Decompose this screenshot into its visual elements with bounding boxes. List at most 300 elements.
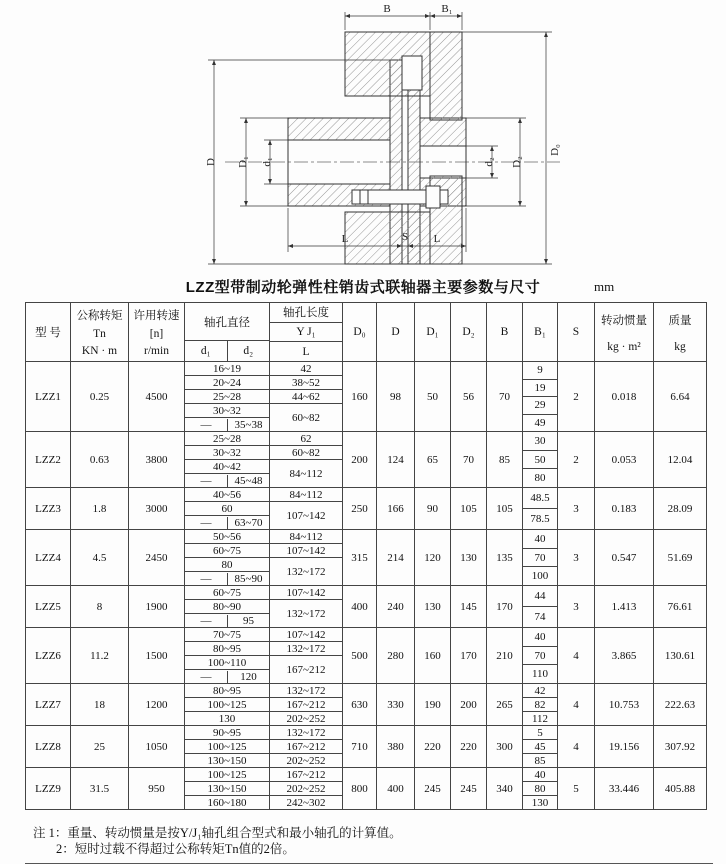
col-header-s: S xyxy=(557,303,594,361)
d1-cell: 90 xyxy=(414,488,450,529)
bore-length-cell: 84~112 xyxy=(269,488,342,501)
b1-cell: 48.5 xyxy=(530,492,550,504)
d2-cell: 56 xyxy=(450,362,486,431)
bore-dia-row: 30~32 xyxy=(213,446,241,459)
b-cell: 105 xyxy=(486,488,522,529)
b1-cell: 19 xyxy=(523,379,557,397)
col-header-d: D xyxy=(376,303,414,361)
b-cell: 170 xyxy=(486,586,522,627)
d-cell: 240 xyxy=(376,586,414,627)
d2-cell: 105 xyxy=(450,488,486,529)
bore-entry xyxy=(185,375,342,389)
s-cell: 2 xyxy=(557,432,594,487)
dim-label-d: D xyxy=(205,158,217,166)
d1-cell: 50 xyxy=(414,362,450,431)
bore-length-cell: 107~142 xyxy=(269,502,342,529)
table-row-LZZ9 xyxy=(26,767,706,809)
bore-dia-row: 16~19 xyxy=(213,362,241,375)
dim-label-b: B xyxy=(383,3,391,15)
bore-entry xyxy=(185,586,342,599)
yj-label: Y J₁ xyxy=(270,322,342,342)
d2-cell: 245 xyxy=(450,768,486,809)
d0-cell: 800 xyxy=(342,768,376,809)
bore-entry xyxy=(185,711,342,725)
d2-cell: 220 xyxy=(450,726,486,767)
mass-cell: 6.64 xyxy=(653,362,706,431)
bore-dia-col xyxy=(185,796,269,809)
d1-cell: 120 xyxy=(414,530,450,585)
mass-cell: 405.88 xyxy=(653,768,706,809)
s-cell: 3 xyxy=(557,488,594,529)
b1-cell: 50 xyxy=(523,450,557,469)
model-cell: LZZ8 xyxy=(35,740,61,753)
bore-dia-label: 轴孔直径 xyxy=(204,316,250,329)
dim-label-s: S xyxy=(401,231,409,243)
note-line-1: 注 1：重量、转动惯量是按Y/J₁轴孔组合型式和最小轴孔的计算值。 xyxy=(33,826,402,840)
bore-block xyxy=(184,432,342,487)
inertia-header-line: 转动惯量 xyxy=(601,314,647,327)
d2-cell: 170 xyxy=(450,628,486,683)
bore-dia-row: 100~125 xyxy=(207,740,247,753)
bore-length-cell: 167~212 xyxy=(269,740,342,753)
bore-block xyxy=(184,362,342,431)
bore-entry xyxy=(185,459,342,487)
col-header-d0: D₀ xyxy=(342,303,376,361)
bore-dia-header xyxy=(185,303,269,361)
s-cell: 3 xyxy=(557,586,594,627)
mass-cell: 28.09 xyxy=(653,488,706,529)
b1-cell: 40 xyxy=(534,768,546,781)
bore-entry xyxy=(185,557,342,585)
parameters-table xyxy=(25,302,707,810)
bore-length-cell: 132~172 xyxy=(269,726,342,739)
d0-cell: 630 xyxy=(342,684,376,725)
b-cell: 265 xyxy=(486,684,522,725)
bore-dia-row xyxy=(185,669,269,683)
torque-cell: 18 xyxy=(70,684,128,725)
bore-dia-col xyxy=(185,488,269,501)
bore-length-cell: 62 xyxy=(269,432,342,445)
bore-dia-row: 80~95 xyxy=(213,684,241,697)
s-cell: 4 xyxy=(557,628,594,683)
table-row-LZZ8 xyxy=(26,725,706,767)
bore-dia-row: 60~75 xyxy=(213,544,241,557)
model-cell: LZZ9 xyxy=(35,782,61,795)
bore-block xyxy=(184,530,342,585)
bore-dia-row: 80~95 xyxy=(213,642,241,655)
mass-header-line: kg xyxy=(674,340,686,353)
bore-dia-row: 50~56 xyxy=(213,530,241,543)
bore-d2-cell: 63~70 xyxy=(227,517,269,529)
torque-cell: 8 xyxy=(70,586,128,627)
b1-block xyxy=(522,488,557,529)
inertia-cell: 0.018 xyxy=(594,362,653,431)
inertia-cell: 3.865 xyxy=(594,628,653,683)
dim-label-l-left: L xyxy=(341,233,349,245)
bore-entry xyxy=(185,389,342,403)
dim-label-d1-outer: D₁ xyxy=(237,156,249,168)
bore-length-cell: 132~172 xyxy=(269,600,342,627)
model-cell: LZZ4 xyxy=(35,551,61,564)
bore-d1-cell: — xyxy=(200,516,212,529)
speed-header-line: [n] xyxy=(149,327,164,340)
bore-dia-col xyxy=(185,432,269,445)
bore-dia-col xyxy=(185,404,269,431)
brake-drum-lower xyxy=(345,212,430,264)
d-cell: 98 xyxy=(376,362,414,431)
bore-dia-row: 80 xyxy=(221,558,233,571)
b1-cell: 5 xyxy=(537,726,543,739)
bore-dia-row xyxy=(185,571,269,585)
bore-dia-col xyxy=(185,390,269,403)
bore-dia-row: 100~125 xyxy=(207,768,247,781)
bore-length-cell: 167~212 xyxy=(269,698,342,711)
d1-cell: 220 xyxy=(414,726,450,767)
bore-d1-cell: — xyxy=(200,670,212,683)
bore-length-cell: 44~62 xyxy=(269,390,342,403)
b1-block xyxy=(522,586,557,627)
bore-entry xyxy=(185,488,342,501)
b1-cell: 70 xyxy=(523,646,557,665)
b-cell: 135 xyxy=(486,530,522,585)
bore-length-cell: 202~252 xyxy=(269,712,342,725)
b1-block xyxy=(522,628,557,683)
speed-header-line: r/min xyxy=(144,344,169,357)
inertia-cell: 19.156 xyxy=(594,726,653,767)
b1-cell: 80 xyxy=(523,468,557,487)
inertia-cell: 33.446 xyxy=(594,768,653,809)
bore-entry xyxy=(185,530,342,543)
bore-dia-col xyxy=(185,754,269,767)
model-cell: LZZ7 xyxy=(35,698,61,711)
upper-pin-recess xyxy=(402,56,422,90)
bore-entry xyxy=(185,697,342,711)
b-cell: 85 xyxy=(486,432,522,487)
bore-len-label: 轴孔长度 xyxy=(283,307,329,320)
d0-cell: 200 xyxy=(342,432,376,487)
b1-cell: 112 xyxy=(523,711,557,725)
inertia-cell: 0.053 xyxy=(594,432,653,487)
bore-length-cell: 107~142 xyxy=(269,628,342,641)
bore-entry xyxy=(185,628,342,641)
mass-header-line: 质量 xyxy=(668,314,692,327)
bore-entry xyxy=(185,501,342,529)
torque-cell: 1.8 xyxy=(70,488,128,529)
d0-cell: 500 xyxy=(342,628,376,683)
bore-entry xyxy=(185,599,342,627)
bore-d2-cell: 120 xyxy=(227,671,269,683)
speed-cell: 1200 xyxy=(128,684,184,725)
bore-entry xyxy=(185,641,342,655)
bore-dia-col xyxy=(185,446,269,459)
bore-d2-cell: 35~38 xyxy=(227,419,269,431)
unit-label: mm xyxy=(594,279,615,294)
bore-length-cell: 60~82 xyxy=(269,446,342,459)
speed-cell: 3000 xyxy=(128,488,184,529)
bore-entry xyxy=(185,739,342,753)
bore-d1-cell: — xyxy=(200,614,212,627)
d-cell: 166 xyxy=(376,488,414,529)
d1-col-label: d₁ xyxy=(200,345,211,357)
bore-len-header xyxy=(269,303,342,361)
b1-block xyxy=(522,432,557,487)
speed-cell: 3800 xyxy=(128,432,184,487)
bore-length-cell: 132~172 xyxy=(269,558,342,585)
b1-cell: 45 xyxy=(523,739,557,753)
d-cell: 124 xyxy=(376,432,414,487)
col-header-bore xyxy=(184,303,342,361)
right-hub-upper xyxy=(420,118,466,146)
bore-entry xyxy=(185,781,342,795)
model-cell: LZZ2 xyxy=(35,453,61,466)
s-cell: 4 xyxy=(557,726,594,767)
bore-length-cell: 38~52 xyxy=(269,376,342,389)
col-header-inertia xyxy=(594,303,653,361)
b1-cell: 110 xyxy=(523,664,557,683)
bore-entry xyxy=(185,795,342,809)
speed-cell: 950 xyxy=(128,768,184,809)
d-cell: 400 xyxy=(376,768,414,809)
b1-cell: 44 xyxy=(534,590,546,602)
col-header-d1: D₁ xyxy=(414,303,450,361)
b1-cell: 130 xyxy=(523,795,557,809)
bore-d1-cell: — xyxy=(200,474,212,487)
table-row-LZZ5 xyxy=(26,585,706,627)
torque-cell: 0.25 xyxy=(70,362,128,431)
speed-header-line: 许用转速 xyxy=(133,310,180,323)
bore-dia-col xyxy=(185,530,269,543)
bore-length-cell: 132~172 xyxy=(269,642,342,655)
bore-dia-row: 40~42 xyxy=(213,460,241,473)
col-header-speed xyxy=(128,303,184,361)
speed-cell: 2450 xyxy=(128,530,184,585)
bore-dia-col xyxy=(185,698,269,711)
bore-dia-row: 160~180 xyxy=(207,796,247,809)
bore-dia-row: 90~95 xyxy=(213,726,241,739)
model-cell: LZZ5 xyxy=(35,600,61,613)
b-cell: 70 xyxy=(486,362,522,431)
bore-dia-row: 100~110 xyxy=(207,656,247,669)
title-row xyxy=(0,276,726,297)
torque-header-line: 公称转矩 xyxy=(76,310,123,323)
brake-drum-upper-wall xyxy=(430,32,462,120)
bore-block xyxy=(184,586,342,627)
bore-entry xyxy=(185,726,342,739)
dim-label-l-right: L xyxy=(433,233,441,245)
bore-d2-cell: 85~90 xyxy=(227,573,269,585)
bore-length-cell: 107~142 xyxy=(269,544,342,557)
bore-dia-col xyxy=(185,726,269,739)
b-cell: 300 xyxy=(486,726,522,767)
bore-block xyxy=(184,488,342,529)
bore-length-cell: 132~172 xyxy=(269,684,342,697)
model-cell: LZZ1 xyxy=(35,390,61,403)
col-header-d2: D₂ xyxy=(450,303,486,361)
b1-cell: 9 xyxy=(537,364,543,377)
left-hub-upper xyxy=(288,118,390,140)
table-row-LZZ3 xyxy=(26,487,706,529)
bore-dia-col xyxy=(185,558,269,585)
bore-block xyxy=(184,726,342,767)
bore-dia-col xyxy=(185,740,269,753)
b1-cell: 42 xyxy=(534,684,546,697)
b1-cell: 100 xyxy=(523,566,557,585)
d1-cell: 65 xyxy=(414,432,450,487)
inertia-cell: 1.413 xyxy=(594,586,653,627)
torque-cell: 4.5 xyxy=(70,530,128,585)
bore-entry xyxy=(185,403,342,431)
bore-dia-row: 100~125 xyxy=(207,698,247,711)
s-cell: 4 xyxy=(557,684,594,725)
s-cell: 3 xyxy=(557,530,594,585)
dim-label-d0: D₀ xyxy=(549,144,561,156)
bore-dia-col xyxy=(185,460,269,487)
table-row-LZZ6 xyxy=(26,627,706,683)
b1-block xyxy=(522,362,557,431)
bore-dia-row: 60~75 xyxy=(213,586,241,599)
b1-block xyxy=(522,530,557,585)
bore-block xyxy=(184,628,342,683)
bore-dia-row xyxy=(185,473,269,487)
b1-block xyxy=(522,684,557,725)
bore-dia-col xyxy=(185,712,269,725)
bore-dia-row xyxy=(185,417,269,431)
bore-dia-row: 80~90 xyxy=(213,600,241,613)
coupling-technical-drawing xyxy=(0,0,726,272)
bore-d2-cell: 95 xyxy=(227,615,269,627)
table-body xyxy=(26,361,706,809)
d0-cell: 160 xyxy=(342,362,376,431)
bore-dia-col xyxy=(185,782,269,795)
bore-d2-cell: 45~48 xyxy=(227,475,269,487)
bore-dia-row xyxy=(185,515,269,529)
b1-cell: 78.5 xyxy=(523,508,557,529)
d1-cell: 130 xyxy=(414,586,450,627)
b1-cell: 85 xyxy=(523,753,557,767)
coupling-sections xyxy=(288,32,466,264)
bore-dia-row: 25~28 xyxy=(213,432,241,445)
dim-label-d1-bore: d₁ xyxy=(261,157,273,167)
bore-length-cell: 167~212 xyxy=(269,656,342,683)
bore-dia-row: 25~28 xyxy=(213,390,241,403)
bore-dia-col xyxy=(185,642,269,655)
bore-dia-subheader xyxy=(185,340,269,361)
d0-cell: 400 xyxy=(342,586,376,627)
s-cell: 2 xyxy=(557,362,594,431)
d2-cell: 130 xyxy=(450,530,486,585)
bore-length-cell: 84~112 xyxy=(269,460,342,487)
bore-entry xyxy=(185,768,342,781)
b1-cell: 29 xyxy=(523,396,557,414)
inertia-header-line: kg · m² xyxy=(607,340,641,353)
bore-dia-row: 40~56 xyxy=(213,488,241,501)
d2-col-label: d₂ xyxy=(227,341,270,361)
col-header-mass xyxy=(653,303,706,361)
bore-dia-col xyxy=(185,684,269,697)
d-cell: 330 xyxy=(376,684,414,725)
mass-cell: 222.63 xyxy=(653,684,706,725)
b1-col-label: B₁ xyxy=(534,326,546,338)
speed-cell: 1050 xyxy=(128,726,184,767)
b1-cell: 74 xyxy=(523,606,557,627)
bore-dia-row: 130~150 xyxy=(207,782,247,795)
b-cell: 210 xyxy=(486,628,522,683)
bore-dia-col xyxy=(185,362,269,375)
note-line-2: 2：短时过载不得超过公称转矩Tn值的2倍。 xyxy=(56,842,295,856)
inertia-cell: 0.183 xyxy=(594,488,653,529)
bore-dia-col xyxy=(185,586,269,599)
b1-cell: 82 xyxy=(523,697,557,711)
model-cell: LZZ6 xyxy=(35,649,61,662)
dim-label-d2-bore: d₂ xyxy=(483,157,495,167)
table-row-LZZ2 xyxy=(26,431,706,487)
bore-d1-cell: — xyxy=(200,418,212,431)
d1-cell: 190 xyxy=(414,684,450,725)
bore-dia-col xyxy=(185,628,269,641)
table-row-LZZ1 xyxy=(26,361,706,431)
torque-header-line: Tn xyxy=(93,327,106,340)
d-cell: 280 xyxy=(376,628,414,683)
d2-cell: 145 xyxy=(450,586,486,627)
table-header xyxy=(26,303,706,361)
bore-dia-row: 60 xyxy=(221,502,233,515)
b-cell: 340 xyxy=(486,768,522,809)
dim-label-b1: B₁ xyxy=(441,3,453,15)
b1-cell: 49 xyxy=(523,414,557,432)
bore-dia-col xyxy=(185,656,269,683)
bore-dia-row: 70~75 xyxy=(213,628,241,641)
bore-dia-col xyxy=(185,600,269,627)
bore-dia-col xyxy=(185,502,269,529)
speed-cell: 1900 xyxy=(128,586,184,627)
inertia-cell: 10.753 xyxy=(594,684,653,725)
torque-cell: 31.5 xyxy=(70,768,128,809)
mass-cell: 51.69 xyxy=(653,530,706,585)
col-header-torque xyxy=(70,303,128,361)
bore-dia-col xyxy=(185,376,269,389)
d2-cell: 200 xyxy=(450,684,486,725)
bore-dia-col xyxy=(185,768,269,781)
speed-cell: 1500 xyxy=(128,628,184,683)
l-col-label: L xyxy=(270,341,342,361)
bore-length-cell: 202~252 xyxy=(269,754,342,767)
bore-entry xyxy=(185,753,342,767)
bore-entry xyxy=(185,655,342,683)
d2-cell: 70 xyxy=(450,432,486,487)
bore-length-cell: 107~142 xyxy=(269,586,342,599)
bore-dia-row xyxy=(185,613,269,627)
bore-dia-row: 30~32 xyxy=(213,404,241,417)
table-row-LZZ7 xyxy=(26,683,706,725)
bore-block xyxy=(184,768,342,809)
page-title: LZZ型带制动轮弹性柱销齿式联轴器主要参数与尺寸 xyxy=(185,279,541,296)
bore-entry xyxy=(185,684,342,697)
bore-block xyxy=(184,684,342,725)
d1-cell: 245 xyxy=(414,768,450,809)
b1-block xyxy=(522,726,557,767)
col-header-model: 型 号 xyxy=(35,327,61,339)
bore-dia-row: 130 xyxy=(218,712,236,725)
mass-cell: 307.92 xyxy=(653,726,706,767)
mass-cell: 12.04 xyxy=(653,432,706,487)
bore-length-cell: 242~302 xyxy=(269,796,342,809)
inertia-cell: 0.547 xyxy=(594,530,653,585)
b1-cell: 80 xyxy=(523,781,557,795)
bore-entry xyxy=(185,445,342,459)
bore-d1-cell: — xyxy=(200,572,212,585)
bore-dia-col xyxy=(185,544,269,557)
b1-cell: 40 xyxy=(534,532,546,545)
